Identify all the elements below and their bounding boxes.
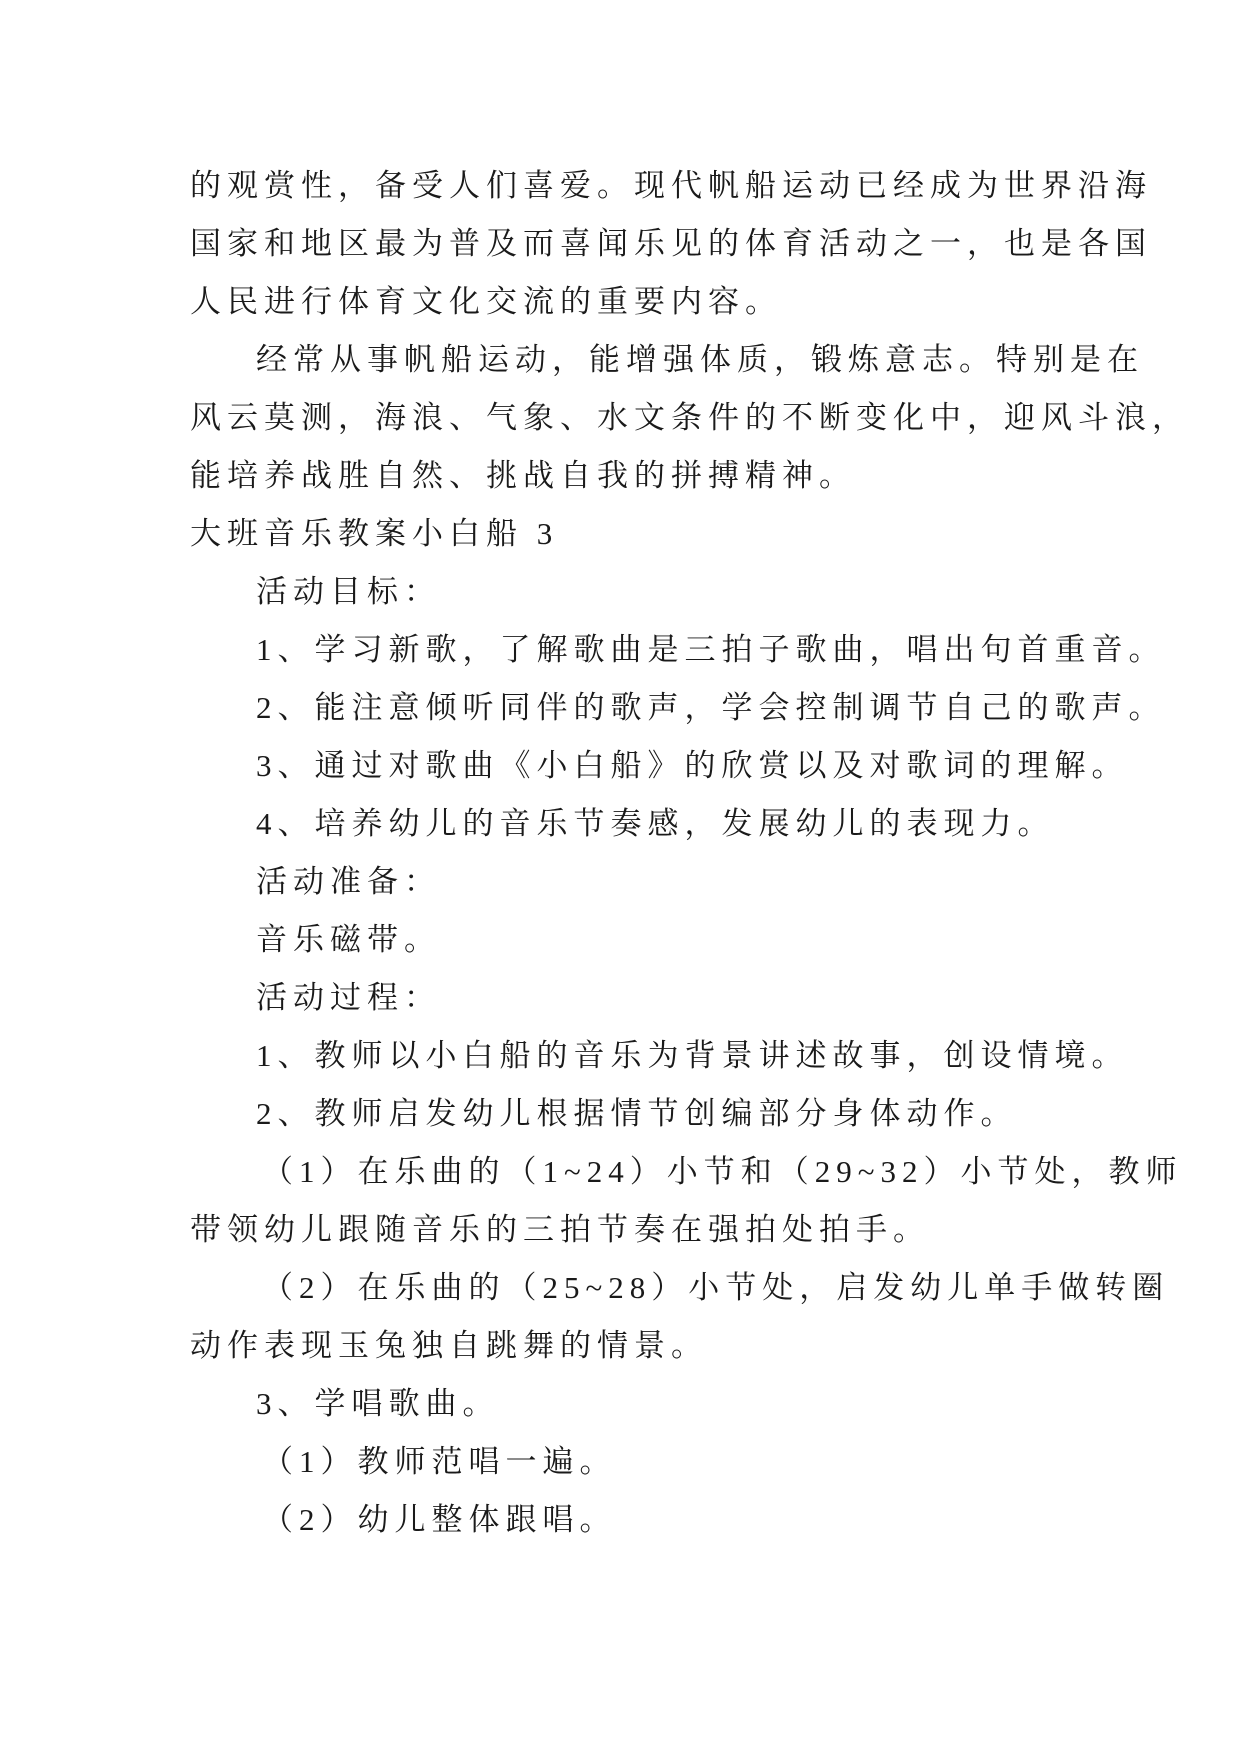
- list-item: 2、能注意倾听同伴的歌声，学会控制调节自己的歌声。: [256, 690, 1166, 725]
- list-item: （2）在乐曲的（25~28）小节处，启发幼儿单手做转圈: [262, 1270, 1170, 1305]
- paragraph-line: 国家和地区最为普及而喜闻乐见的体育活动之一，也是各国: [190, 226, 1152, 261]
- subheading: 活动目标：: [256, 574, 441, 609]
- list-item: 4、培养幼儿的音乐节奏感，发展幼儿的表现力。: [256, 806, 1055, 841]
- subheading: 活动过程：: [256, 980, 441, 1015]
- paragraph-line: 经常从事帆船运动，能增强体质，锻炼意志。特别是在: [256, 342, 1144, 377]
- list-item: 1、教师以小白船的音乐为背景讲述故事，创设情境。: [256, 1038, 1129, 1073]
- paragraph-line: 能培养战胜自然、挑战自我的拼搏精神。: [190, 458, 856, 493]
- paragraph-line: 动作表现玉兔独自跳舞的情景。: [190, 1328, 708, 1363]
- list-item: （1）教师范唱一遍。: [262, 1444, 617, 1479]
- paragraph-line: 音乐磁带。: [256, 922, 441, 957]
- paragraph-line: 人民进行体育文化交流的重要内容。: [190, 284, 782, 319]
- section-heading: 大班音乐教案小白船 3: [190, 516, 559, 551]
- subheading: 活动准备：: [256, 864, 441, 899]
- paragraph-line: 的观赏性，备受人们喜爱。现代帆船运动已经成为世界沿海: [190, 168, 1152, 203]
- list-item: 3、学唱歌曲。: [256, 1386, 500, 1421]
- list-item: （1）在乐曲的（1~24）小节和（29~32）小节处，教师: [262, 1154, 1183, 1189]
- list-item: 1、学习新歌，了解歌曲是三拍子歌曲，唱出句首重音。: [256, 632, 1166, 667]
- list-item: 2、教师启发幼儿根据情节创编部分身体动作。: [256, 1096, 1018, 1131]
- list-item: （2）幼儿整体跟唱。: [262, 1502, 617, 1537]
- paragraph-line: 带领幼儿跟随音乐的三拍节奏在强拍处拍手。: [190, 1212, 930, 1247]
- paragraph-line: 风云莫测，海浪、气象、水文条件的不断变化中，迎风斗浪，: [190, 400, 1189, 435]
- list-item: 3、通过对歌曲《小白船》的欣赏以及对歌词的理解。: [256, 748, 1129, 783]
